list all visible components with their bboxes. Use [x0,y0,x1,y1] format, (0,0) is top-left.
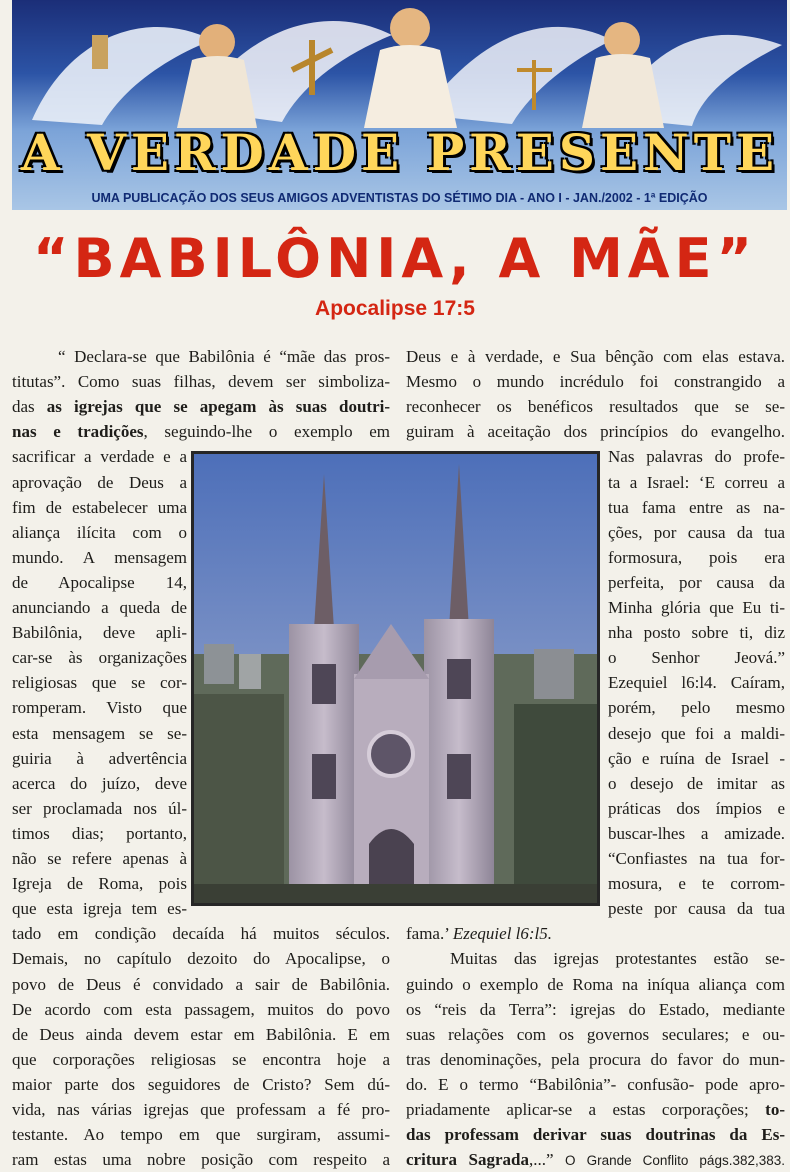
text-line [608,773,785,795]
text-segment: acerca do juízo, deve [12,773,187,793]
text-line [12,773,187,795]
text-line [12,647,187,669]
text-line [608,622,785,644]
text-line [12,1099,390,1121]
text-line [12,873,187,895]
text-segment: timos dias; portanto, [12,823,187,843]
text-segment: religiosas que se cor- [12,673,187,693]
text-line [608,497,785,519]
text-line [608,522,785,544]
text-line [12,597,187,619]
text-segment: nha posto sobre ti, diz [608,623,785,643]
text-line [12,923,390,945]
text-segment: das professam derivar suas doutrinas da Es- [406,1125,785,1145]
text-line [608,723,785,745]
text-line [12,974,390,996]
text-line [406,396,785,418]
text-segment: “Confiastes na tua for- [608,849,785,868]
text-segment: mundo. A mensagem [12,547,187,567]
text-segment: vida, nas várias igrejas que professam a fé pro- [12,1100,390,1119]
text-segment: guiria à advertência [12,748,187,768]
text-line [12,848,187,870]
article-headline: “BABILÔNIA, A MÃE” [33,227,757,290]
text-line [406,1024,785,1046]
text-segment: mosura, e te corrom- [608,874,785,894]
text-segment: car-se às organizações [12,648,187,668]
text-segment: Deus e à verdade, e Sua bênção com elas estava. [406,347,785,366]
text-segment: Babilônia, deve apli- [12,623,187,643]
text-segment: anunciando a queda de [12,598,187,617]
text-segment: povo de Deus é convidado a sair de Babilônia. [12,974,390,994]
text-segment: de Deus ainda devem estar em Babilônia. E em [12,1024,390,1044]
text-segment: o Senhor Jeová.” [608,648,785,668]
text-segment: Mesmo o mundo incrédulo foi constrangido a [406,372,785,392]
text-line [12,522,187,544]
text-segment: desejo que foi a maldi- [608,723,785,743]
masthead-subtitle: UMA PUBLICAÇÃO DOS SEUS AMIGOS ADVENTISTAS DO SÉTIMO DIA - ANO I - JAN./2002 - 1ª EDIÇÃO [91,191,708,205]
masthead-banner [12,0,787,210]
text-segment: O Grande Conflito págs.382,383. [565,1153,786,1169]
text-line [608,697,785,719]
text-line [406,1149,785,1172]
text-segment: maior parte dos seguidores de Cristo? Sem dú- [12,1074,390,1094]
text-segment: ,...” [528,1150,566,1170]
text-segment: ções, por causa da tua [608,522,785,542]
text-segment: peste por causa da tua [608,899,785,919]
text-segment: Minha glória que Eu ti- [608,598,785,617]
text-line [12,371,390,393]
text-segment: formosura, pois era [608,547,785,567]
text-segment: “ Declara-se que Babilônia é “mãe das pros- [58,347,390,366]
text-segment: de Apocalipse 14, [12,572,187,592]
text-line [406,923,785,945]
text-segment: aliança ilícita com o [12,522,187,542]
text-line [12,622,187,644]
cathedral-illustration [194,454,597,903]
text-line [12,823,187,845]
cathedral-photo [191,451,600,906]
text-segment: ram estas uma nobre posição com respeito a [12,1150,390,1170]
text-line [12,723,187,745]
text-segment: os “reis da Terra”: igrejas do Estado, mediante [406,999,785,1019]
text-segment: Muitas das igrejas protestantes estão se- [450,949,785,969]
text-line [12,798,187,820]
text-line [608,848,785,870]
text-line [608,873,785,895]
text-segment: tado em condição decaída há muitos séculos. [12,924,390,944]
text-segment: testante. Ao tempo em que surgiram, assumi- [12,1125,390,1145]
text-segment: não se refere apenas à [12,849,187,868]
text-line [12,346,390,368]
text-segment: titutas”. Como suas filhas, devem ser simboliza- [12,372,390,392]
text-segment: Nas palavras do profe- [608,447,785,467]
text-segment: que corporações religiosas se encontra hoje a [12,1049,390,1069]
text-segment: to- [765,1100,785,1119]
text-line [406,1074,785,1096]
text-segment: que esta igreja tem es- [12,899,187,919]
text-line [12,396,390,418]
text-segment: guiram à aceitação dos princípios do evangelho. [406,422,785,442]
text-segment: o desejo de imitar as [608,773,785,793]
text-segment: priadamente aplicar-se a estas corporações; [406,1100,766,1119]
text-line [406,371,785,393]
text-segment: Demais, no capítulo dezoito do Apocalipse, o [12,949,390,969]
text-line [12,472,187,494]
text-segment: Ezequiel l6:l5. [452,924,553,944]
text-line [12,572,187,594]
three-angels-illustration [12,0,787,128]
text-line [406,948,785,970]
text-line [12,421,390,443]
text-line [608,572,785,594]
text-segment: do. E o termo “Babilônia”- confusão- pode apro- [406,1074,785,1094]
text-segment: sacrificar a verdade e a [12,447,187,467]
text-segment: Ezequiel l6:l4. Caíram, [608,673,785,693]
text-segment: das [12,397,47,417]
text-segment: suas relações com os governos seculares; e ou- [406,1024,785,1044]
text-line [608,547,785,569]
text-segment: práticas dos ímpios e [608,798,785,818]
text-line [12,898,187,920]
text-segment: aprovação de Deus a [12,472,187,492]
text-line [12,1124,390,1146]
text-segment: porém, pelo mesmo [608,698,785,718]
text-line [406,1099,785,1121]
text-segment: Igreja de Roma, pois [12,874,187,894]
text-line [12,547,187,569]
text-line [12,1024,390,1046]
text-line [608,823,785,845]
text-line [12,446,187,468]
text-segment: buscar-lhes a amizade. [608,823,785,843]
text-segment: reconhecer os benéficos resultados que se se- [406,397,785,417]
text-line [12,697,187,719]
text-line [12,999,390,1021]
text-segment: tras denominações, pela procura do favor do mun- [406,1049,785,1069]
text-segment: fim de estabelecer uma [12,497,187,517]
text-line [608,597,785,619]
text-line [608,446,785,468]
text-line [12,672,187,694]
text-segment: tua fama entre as na- [608,497,785,517]
text-segment: ta a Israel: ‘E correu a [608,472,785,492]
text-line [12,748,187,770]
text-line [12,948,390,970]
text-segment: , seguindo-lhe o exemplo em [143,422,390,442]
text-line [406,974,785,996]
text-line [12,497,187,519]
text-line [406,1124,785,1146]
text-line [406,346,785,368]
text-line [608,672,785,694]
text-segment: critura Sagrada [406,1150,529,1170]
text-line [406,999,785,1021]
text-segment: guindo o exemplo de Roma na iníqua aliança com [406,974,785,994]
text-line [608,472,785,494]
text-segment: nas e tradições [12,422,144,442]
text-segment: romperam. Visto que [12,698,187,718]
text-segment: as igrejas que se apegam às suas doutri- [46,397,390,417]
text-line [608,748,785,770]
text-segment: fama.’ [406,924,453,944]
text-line [406,421,785,443]
text-line [12,1049,390,1071]
text-segment: ser proclamada nos úl- [12,798,187,818]
text-line [608,647,785,669]
text-segment: perfeita, por causa da [608,572,785,592]
text-line [12,1149,390,1171]
text-segment: ção e ruína de Israel - [608,748,785,768]
text-line [12,1074,390,1096]
scripture-reference: Apocalipse 17:5 [315,297,475,320]
text-line [608,898,785,920]
masthead-title: A VERDADE PRESENTE [20,123,780,182]
text-line [406,1049,785,1071]
text-segment: esta mensagem se se- [12,723,187,743]
text-segment: De acordo com esta passagem, muitos do povo [12,999,390,1019]
text-line [608,798,785,820]
